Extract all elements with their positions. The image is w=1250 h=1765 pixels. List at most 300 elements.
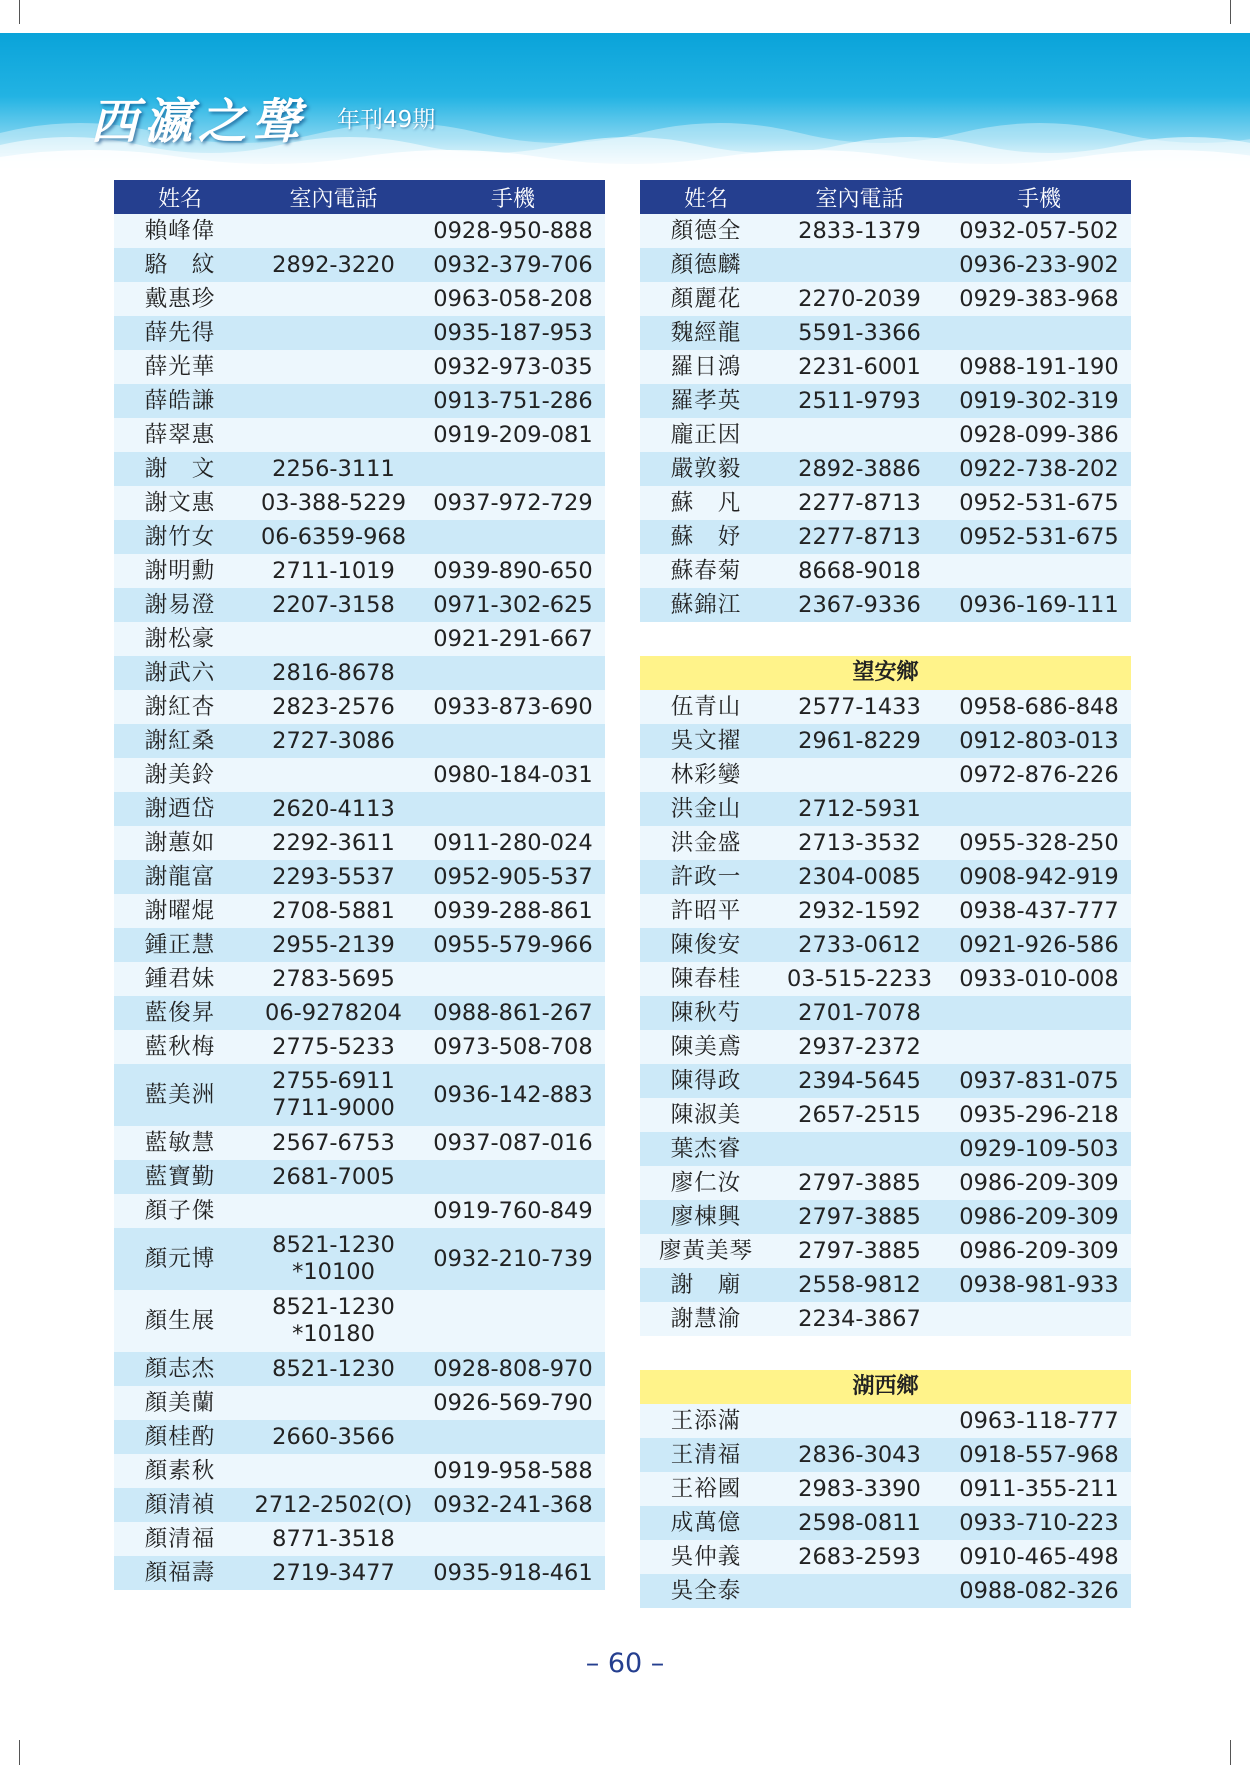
table-row (640, 1472, 1131, 1506)
table-row (114, 418, 605, 452)
contact-name: 廖黃美琴 (640, 1234, 772, 1268)
contact-name: 嚴敦毅 (640, 452, 772, 486)
landline-phone (246, 282, 421, 316)
contact-name: 吳全泰 (640, 1574, 772, 1608)
table-row (114, 248, 605, 282)
landline-phone (246, 622, 421, 656)
mobile-phone: 0932-241-368 (421, 1488, 605, 1522)
table-row (640, 1506, 1131, 1540)
contact-name: 許昭平 (640, 894, 772, 928)
landline-phone (246, 418, 421, 452)
mobile-phone: 0910-465-498 (947, 1540, 1131, 1574)
header-banner (0, 33, 1250, 173)
magazine-title: 西瀛之聲 (90, 94, 307, 150)
mobile-phone: 0933-873-690 (421, 690, 605, 724)
table-row (640, 1268, 1131, 1302)
landline-phone: 8771-3518 (246, 1522, 421, 1556)
table-row (640, 1132, 1131, 1166)
directory-table-wangan (640, 690, 1131, 1336)
contact-name: 謝曜焜 (114, 894, 246, 928)
table-row (640, 248, 1131, 282)
table-row (640, 826, 1131, 860)
contact-name: 洪金盛 (640, 826, 772, 860)
section-title-wangan: 望安鄉 (640, 656, 1131, 690)
landline-phone: 2955-2139 (246, 928, 421, 962)
contact-name: 蘇 妤 (640, 520, 772, 554)
mobile-phone: 0919-760-849 (421, 1194, 605, 1228)
mobile-phone: 0988-082-326 (947, 1574, 1131, 1608)
mobile-phone: 0973-508-708 (421, 1030, 605, 1064)
table-row (114, 1386, 605, 1420)
table-row (640, 588, 1131, 622)
table-row (114, 860, 605, 894)
mobile-phone: 0911-355-211 (947, 1472, 1131, 1506)
crop-mark (19, 1740, 20, 1765)
mobile-phone: 0912-803-013 (947, 724, 1131, 758)
mobile-phone: 0933-010-008 (947, 962, 1131, 996)
contact-name: 陳淑美 (640, 1098, 772, 1132)
table-row (640, 452, 1131, 486)
contact-name: 賴峰偉 (114, 214, 246, 248)
landline-phone: 2892-3886 (772, 452, 947, 486)
table-row (640, 860, 1131, 894)
table-row (114, 1030, 605, 1064)
landline-phone: 2657-2515 (772, 1098, 947, 1132)
table-row (114, 1160, 605, 1194)
landline-phone (772, 1404, 947, 1438)
directory-table-left (114, 180, 605, 1590)
contact-name: 薛翠惠 (114, 418, 246, 452)
mobile-phone: 0918-557-968 (947, 1438, 1131, 1472)
table-row (114, 384, 605, 418)
contact-name: 謝蕙如 (114, 826, 246, 860)
contact-name: 謝易澄 (114, 588, 246, 622)
landline-phone: 2207-3158 (246, 588, 421, 622)
mobile-phone: 0936-169-111 (947, 588, 1131, 622)
mobile-phone: 0932-057-502 (947, 214, 1131, 248)
mobile-phone: 0986-209-309 (947, 1166, 1131, 1200)
landline-phone: 2270-2039 (772, 282, 947, 316)
table-row (114, 928, 605, 962)
table-row (114, 350, 605, 384)
directory-table-huxi (640, 1404, 1131, 1608)
mobile-phone: 0937-831-075 (947, 1064, 1131, 1098)
landline-phone: 2598-0811 (772, 1506, 947, 1540)
table-row (114, 724, 605, 758)
mobile-phone: 0952-531-675 (947, 520, 1131, 554)
landline-phone: 2511-9793 (772, 384, 947, 418)
landline-phone: 2711-1019 (246, 554, 421, 588)
contact-name: 鍾君妹 (114, 962, 246, 996)
contact-name: 葉杰睿 (640, 1132, 772, 1166)
mobile-phone: 0963-058-208 (421, 282, 605, 316)
contact-name: 謝迺岱 (114, 792, 246, 826)
mobile-phone: 0921-291-667 (421, 622, 605, 656)
mobile-phone (947, 554, 1131, 588)
landline-phone: 2567-6753 (246, 1126, 421, 1160)
landline-phone: 06-9278204 (246, 996, 421, 1030)
mobile-phone (947, 792, 1131, 826)
landline-phone: 2293-5537 (246, 860, 421, 894)
contact-name: 藍秋梅 (114, 1030, 246, 1064)
contact-name: 顏志杰 (114, 1352, 246, 1386)
mobile-phone: 0935-296-218 (947, 1098, 1131, 1132)
contact-name: 廖仁汝 (640, 1166, 772, 1200)
contact-name: 陳俊安 (640, 928, 772, 962)
mobile-phone: 0932-973-035 (421, 350, 605, 384)
landline-phone: 2558-9812 (772, 1268, 947, 1302)
huxi-rows (640, 1404, 1131, 1608)
column-header-name: 姓名 (114, 180, 246, 214)
mobile-phone: 0952-531-675 (947, 486, 1131, 520)
landline-phone: 2932-1592 (772, 894, 947, 928)
table-row (640, 384, 1131, 418)
mobile-phone: 0955-328-250 (947, 826, 1131, 860)
landline-phone: 2937-2372 (772, 1030, 947, 1064)
landline-phone: 2304-0085 (772, 860, 947, 894)
mobile-phone: 0939-288-861 (421, 894, 605, 928)
mobile-phone: 0919-958-588 (421, 1454, 605, 1488)
table-row (640, 1574, 1131, 1608)
contact-name: 蘇 凡 (640, 486, 772, 520)
landline-phone: 03-388-5229 (246, 486, 421, 520)
contact-name: 伍青山 (640, 690, 772, 724)
mobile-phone: 0929-109-503 (947, 1132, 1131, 1166)
contact-name: 林彩孌 (640, 758, 772, 792)
mobile-phone: 0926-569-790 (421, 1386, 605, 1420)
table-row (114, 1420, 605, 1454)
table-header-row (640, 180, 1131, 214)
table-row (114, 214, 605, 248)
table-row (640, 894, 1131, 928)
landline-phone: 5591-3366 (772, 316, 947, 350)
column-header-mobile: 手機 (421, 180, 605, 214)
mobile-phone: 0932-210-739 (421, 1228, 605, 1290)
mobile-phone (421, 724, 605, 758)
table-row (114, 316, 605, 350)
mobile-phone: 0919-209-081 (421, 418, 605, 452)
page-number: – 60 – (585, 1648, 665, 1679)
contact-name: 羅日鴻 (640, 350, 772, 384)
landline-phone (246, 758, 421, 792)
contact-name: 許政一 (640, 860, 772, 894)
mobile-phone: 0938-437-777 (947, 894, 1131, 928)
landline-phone: 2712-5931 (772, 792, 947, 826)
mobile-phone: 0986-209-309 (947, 1200, 1131, 1234)
mobile-phone: 0937-087-016 (421, 1126, 605, 1160)
landline-phone: 2797-3885 (772, 1166, 947, 1200)
table-row (640, 690, 1131, 724)
table-row (640, 554, 1131, 588)
contact-name: 謝慧渝 (640, 1302, 772, 1336)
mobile-phone (421, 1290, 605, 1352)
contact-name: 薛先得 (114, 316, 246, 350)
table-row (114, 622, 605, 656)
landline-phone: 2823-2576 (246, 690, 421, 724)
table-row (640, 1404, 1131, 1438)
table-row (114, 894, 605, 928)
landline-phone (246, 1194, 421, 1228)
left-column (114, 180, 605, 1590)
landline-phone: 2797-3885 (772, 1200, 947, 1234)
mobile-phone (947, 1302, 1131, 1336)
table-row (114, 656, 605, 690)
table-row (640, 214, 1131, 248)
mobile-phone (421, 962, 605, 996)
landline-phone: 8521-1230 (246, 1352, 421, 1386)
landline-phone (772, 1132, 947, 1166)
contact-name: 顏清禎 (114, 1488, 246, 1522)
landline-phone: 2733-0612 (772, 928, 947, 962)
landline-phone: 2701-7078 (772, 996, 947, 1030)
table-row (114, 1228, 605, 1290)
landline-phone: 2292-3611 (246, 826, 421, 860)
landline-phone: 2660-3566 (246, 1420, 421, 1454)
contact-name: 謝紅桑 (114, 724, 246, 758)
right-column (640, 180, 1131, 1608)
mobile-phone: 0939-890-650 (421, 554, 605, 588)
landline-phone: 2983-3390 (772, 1472, 947, 1506)
table-row (114, 1488, 605, 1522)
contact-name: 藍敏慧 (114, 1126, 246, 1160)
landline-phone (246, 1228, 421, 1290)
contact-name: 顏德全 (640, 214, 772, 248)
table-row (640, 316, 1131, 350)
landline-phone: 2712-2502(O) (246, 1488, 421, 1522)
table-row (640, 1098, 1131, 1132)
landline-phone-line: 7711-9000 (272, 1095, 395, 1121)
landline-phone: 2708-5881 (246, 894, 421, 928)
mobile-phone: 0938-981-933 (947, 1268, 1131, 1302)
landline-phone-line: 8521-1230 (272, 1232, 395, 1258)
mobile-phone (947, 1030, 1131, 1064)
right-rows (640, 214, 1131, 622)
mobile-phone: 0988-861-267 (421, 996, 605, 1030)
contact-name: 謝美鈴 (114, 758, 246, 792)
landline-phone: 2713-3532 (772, 826, 947, 860)
table-row (114, 690, 605, 724)
table-row (114, 1352, 605, 1386)
landline-phone: 2727-3086 (246, 724, 421, 758)
table-row (114, 520, 605, 554)
contact-name: 顏福壽 (114, 1556, 246, 1590)
column-header-phone: 室內電話 (246, 180, 421, 214)
contact-name: 謝龍富 (114, 860, 246, 894)
mobile-phone: 0935-918-461 (421, 1556, 605, 1590)
contact-name: 洪金山 (640, 792, 772, 826)
landline-phone: 2892-3220 (246, 248, 421, 282)
landline-phone: 06-6359-968 (246, 520, 421, 554)
landline-phone: 2783-5695 (246, 962, 421, 996)
landline-phone: 2256-3111 (246, 452, 421, 486)
contact-name: 謝明勳 (114, 554, 246, 588)
contact-name: 顏素秋 (114, 1454, 246, 1488)
landline-phone: 2577-1433 (772, 690, 947, 724)
landline-phone: 2816-8678 (246, 656, 421, 690)
landline-phone (772, 1574, 947, 1608)
table-row (640, 1234, 1131, 1268)
table-row (640, 1166, 1131, 1200)
table-row (640, 1030, 1131, 1064)
wangan-rows (640, 690, 1131, 1336)
mobile-phone: 0928-099-386 (947, 418, 1131, 452)
table-row (114, 282, 605, 316)
crop-mark (1230, 1740, 1231, 1765)
table-row (114, 826, 605, 860)
mobile-phone: 0928-808-970 (421, 1352, 605, 1386)
mobile-phone: 0937-972-729 (421, 486, 605, 520)
table-row (114, 1522, 605, 1556)
table-row (114, 1290, 605, 1352)
contact-name: 謝松豪 (114, 622, 246, 656)
column-header-name: 姓名 (640, 180, 772, 214)
table-row (640, 418, 1131, 452)
table-row (640, 1438, 1131, 1472)
table-row (640, 520, 1131, 554)
contact-name: 王清福 (640, 1438, 772, 1472)
contact-name: 顏元博 (114, 1228, 246, 1290)
contact-name: 顏清福 (114, 1522, 246, 1556)
contact-name: 蘇錦江 (640, 588, 772, 622)
mobile-phone: 0986-209-309 (947, 1234, 1131, 1268)
contact-name: 鍾正慧 (114, 928, 246, 962)
mobile-phone: 0911-280-024 (421, 826, 605, 860)
mobile-phone: 0922-738-202 (947, 452, 1131, 486)
contact-name: 廖棟興 (640, 1200, 772, 1234)
landline-phone: 2681-7005 (246, 1160, 421, 1194)
mobile-phone (947, 996, 1131, 1030)
landline-phone: 2683-2593 (772, 1540, 947, 1574)
table-row (114, 452, 605, 486)
landline-phone: 2961-8229 (772, 724, 947, 758)
landline-phone (772, 248, 947, 282)
contact-name: 謝文惠 (114, 486, 246, 520)
landline-phone-line: 2755-6911 (272, 1068, 395, 1094)
contact-name: 顏生展 (114, 1290, 246, 1352)
mobile-phone: 0908-942-919 (947, 860, 1131, 894)
contact-name: 顏桂酌 (114, 1420, 246, 1454)
table-row (114, 1064, 605, 1126)
landline-phone (246, 1454, 421, 1488)
contact-name: 王添滿 (640, 1404, 772, 1438)
contact-name: 謝竹女 (114, 520, 246, 554)
table-row (640, 996, 1131, 1030)
contact-name: 羅孝英 (640, 384, 772, 418)
landline-phone-line: *10180 (292, 1321, 375, 1347)
table-row (640, 1540, 1131, 1574)
contact-name: 陳美鳶 (640, 1030, 772, 1064)
column-header-mobile: 手機 (947, 180, 1131, 214)
table-row (114, 1126, 605, 1160)
contact-name: 謝 廟 (640, 1268, 772, 1302)
crop-mark (1230, 0, 1231, 24)
table-row (640, 1200, 1131, 1234)
column-header-phone: 室內電話 (772, 180, 947, 214)
contact-name: 龐正因 (640, 418, 772, 452)
left-rows (114, 214, 605, 1590)
landline-phone (772, 758, 947, 792)
table-row (114, 758, 605, 792)
table-row (114, 1454, 605, 1488)
landline-phone: 2797-3885 (772, 1234, 947, 1268)
landline-phone: 2231-6001 (772, 350, 947, 384)
contact-name: 陳秋芍 (640, 996, 772, 1030)
contact-name: 謝 文 (114, 452, 246, 486)
contact-name: 顏麗花 (640, 282, 772, 316)
contact-name: 陳春桂 (640, 962, 772, 996)
contact-name: 藍寶勤 (114, 1160, 246, 1194)
landline-phone: 2277-8713 (772, 520, 947, 554)
landline-phone: 2277-8713 (772, 486, 947, 520)
contact-name: 謝武六 (114, 656, 246, 690)
mobile-phone (421, 520, 605, 554)
table-header-row (114, 180, 605, 214)
contact-name: 蘇春菊 (640, 554, 772, 588)
mobile-phone: 0955-579-966 (421, 928, 605, 962)
landline-phone (246, 214, 421, 248)
contact-name: 顏子傑 (114, 1194, 246, 1228)
mobile-phone: 0958-686-848 (947, 690, 1131, 724)
table-row (640, 758, 1131, 792)
table-row (114, 996, 605, 1030)
contact-name: 陳得政 (640, 1064, 772, 1098)
landline-phone (246, 316, 421, 350)
landline-phone-line: 8521-1230 (272, 1294, 395, 1320)
mobile-phone: 0933-710-223 (947, 1506, 1131, 1540)
mobile-phone: 0919-302-319 (947, 384, 1131, 418)
landline-phone-line: *10100 (292, 1259, 375, 1285)
mobile-phone: 0921-926-586 (947, 928, 1131, 962)
mobile-phone: 0928-950-888 (421, 214, 605, 248)
contact-name: 藍俊昇 (114, 996, 246, 1030)
landline-phone: 2367-9336 (772, 588, 947, 622)
mobile-phone (421, 1522, 605, 1556)
mobile-phone: 0929-383-968 (947, 282, 1131, 316)
landline-phone: 03-515-2233 (772, 962, 947, 996)
landline-phone: 2719-3477 (246, 1556, 421, 1590)
table-row (640, 928, 1131, 962)
table-row (114, 486, 605, 520)
landline-phone: 2234-3867 (772, 1302, 947, 1336)
mobile-phone: 0980-184-031 (421, 758, 605, 792)
mobile-phone (421, 1160, 605, 1194)
landline-phone (246, 1290, 421, 1352)
contact-name: 藍美洲 (114, 1064, 246, 1126)
mobile-phone: 0913-751-286 (421, 384, 605, 418)
contact-name: 駱 紋 (114, 248, 246, 282)
mobile-phone (421, 452, 605, 486)
table-row (114, 588, 605, 622)
landline-phone (772, 418, 947, 452)
contact-name: 顏美蘭 (114, 1386, 246, 1420)
table-row (640, 792, 1131, 826)
mobile-phone: 0932-379-706 (421, 248, 605, 282)
mobile-phone (421, 1420, 605, 1454)
mobile-phone: 0936-233-902 (947, 248, 1131, 282)
mobile-phone: 0963-118-777 (947, 1404, 1131, 1438)
landline-phone (246, 384, 421, 418)
contact-name: 薛光華 (114, 350, 246, 384)
contact-name: 顏德麟 (640, 248, 772, 282)
table-row (114, 792, 605, 826)
contact-name: 成萬億 (640, 1506, 772, 1540)
mobile-phone: 0952-905-537 (421, 860, 605, 894)
table-row (640, 1064, 1131, 1098)
contact-name: 魏經龍 (640, 316, 772, 350)
landline-phone: 2394-5645 (772, 1064, 947, 1098)
landline-phone (246, 1386, 421, 1420)
table-row (114, 1556, 605, 1590)
